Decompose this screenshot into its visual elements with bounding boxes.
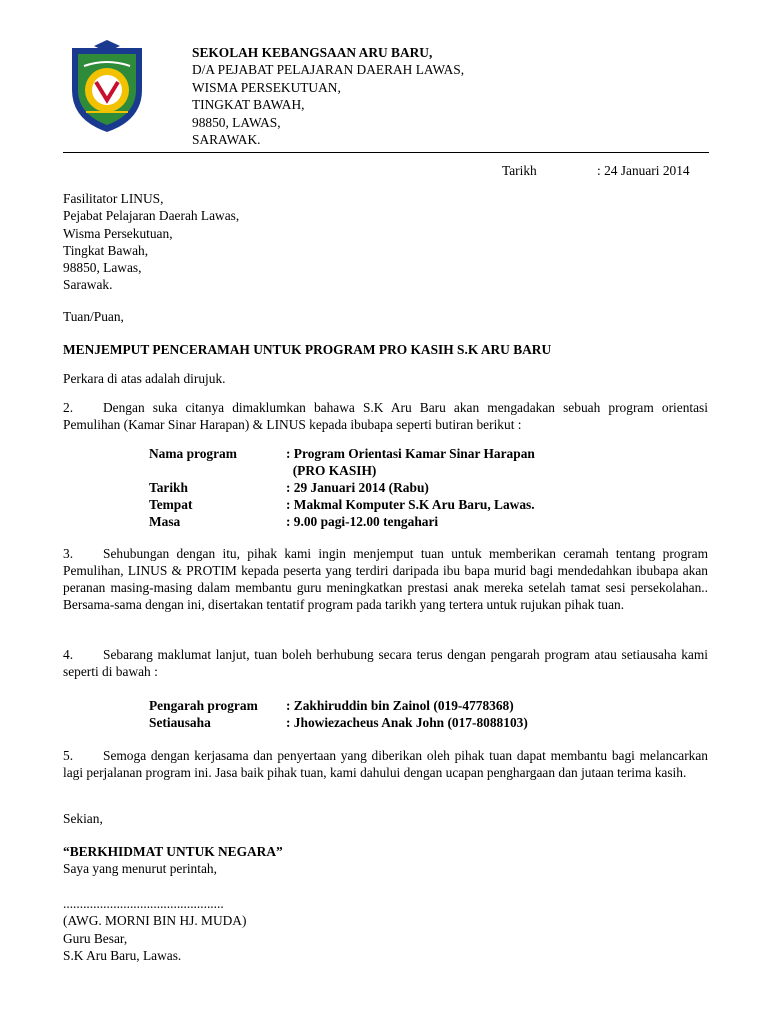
detail-value: : Makmal Komputer S.K Aru Baru, Lawas. <box>286 497 535 512</box>
detail-key: Tempat <box>149 497 193 512</box>
paragraph-number: 4. <box>63 647 74 662</box>
contact-details <box>149 697 528 731</box>
detail-value: : 29 Januari 2014 (Rabu) <box>286 480 429 495</box>
recipient-line: Wisma Persekutuan, <box>63 225 173 241</box>
recipient-line: Pejabat Pelajaran Daerah Lawas, <box>63 208 240 224</box>
paragraph-text: Dengan suka citanya dimaklumkan bahawa S.K Aru Baru akan mengadakan sebuah program orientasi Pemulihan (Kamar Sinar Harapan) & LINUS kepada ibubapa seperti butiran berikut : <box>63 400 708 432</box>
closing-sekian: Sekian, <box>63 811 103 826</box>
recipient-line: 98850, Lawas, <box>63 260 142 276</box>
paragraph-number: 5. <box>63 748 74 763</box>
paragraph-number: 2. <box>63 400 74 415</box>
date-row <box>502 162 710 179</box>
date-label: Tarikh <box>502 163 537 178</box>
paragraph-text: Semoga dengan kerjasama dan penyertaan yang diberikan oleh pihak tuan dapat membantu bagi melancarkan lagi perjalanan program ini. Jasa baik pihak tuan, kami dahului dengan ucapan penghargaan dan jutaan terima kasih. <box>63 748 708 780</box>
detail-row <box>149 496 535 513</box>
address-line: 98850, LAWAS, <box>192 114 281 130</box>
signatory-title: Guru Besar, <box>63 930 128 946</box>
paragraph-text: Sebarang maklumat lanjut, tuan boleh berhubung secara terus dengan pengarah program atau setiausaha kami seperti di bawah : <box>63 647 708 679</box>
salutation: Tuan/Puan, <box>63 309 124 324</box>
contact-key: Setiausaha <box>149 715 211 730</box>
subject-heading: MENJEMPUT PENCERAMAH UNTUK PROGRAM PRO KASIH S.K ARU BARU <box>63 342 552 357</box>
contact-value: : Zakhiruddin bin Zainol (019-4778368) <box>286 698 514 713</box>
contact-key: Pengarah program <box>149 698 258 713</box>
school-crest-icon <box>66 38 148 136</box>
contact-row <box>149 714 528 731</box>
paragraph-number: 3. <box>63 546 74 561</box>
paragraph-3 <box>63 545 708 613</box>
signatory-school: S.K Aru Baru, Lawas. <box>63 948 182 964</box>
detail-key: Tarikh <box>149 480 188 495</box>
paragraph-2 <box>63 399 708 433</box>
program-details <box>149 445 535 530</box>
address-line: TINGKAT BAWAH, <box>192 97 305 113</box>
detail-row <box>149 479 535 496</box>
letterhead <box>192 44 464 148</box>
detail-value: : 9.00 pagi-12.00 tengahari <box>286 514 439 529</box>
closing-line: Saya yang menurut perintah, <box>63 861 217 876</box>
reference-line: Perkara di atas adalah dirujuk. <box>63 371 226 386</box>
recipient-line: Tingkat Bawah, <box>63 242 149 258</box>
address-line: WISMA PERSEKUTUAN, <box>192 79 341 95</box>
signature-dots: ................................................ <box>63 896 224 911</box>
paragraph-text: Sehubungan dengan itu, pihak kami ingin menjemput tuan untuk memberikan ceramah tentang program Pemulihan, LINUS & PROTIM kepada peserta yang terdiri daripada ibu bapa murid bagi mendedahkan ibubapa akan peranan masing-masing dalam membantu guru meningkatkan prestasi anak mereka setelah tamat sesi persekolahan.. Bersama-sama dengan ini, disertakan tentatif program pada tarikh yang tertera untuk rujukan pihak tuan. <box>63 546 708 612</box>
school-name: SEKOLAH KEBANGSAAN ARU BARU, <box>192 45 433 60</box>
detail-row <box>149 513 535 530</box>
detail-row <box>149 462 535 479</box>
date-value: : 24 Januari 2014 <box>597 163 690 178</box>
signatory-name: (AWG. MORNI BIN HJ. MUDA) <box>63 913 247 929</box>
paragraph-5 <box>63 747 708 781</box>
paragraph-4 <box>63 646 708 680</box>
recipient-line: Fasilitator LINUS, <box>63 191 164 206</box>
recipient-line: Sarawak. <box>63 277 113 293</box>
address-line: D/A PEJABAT PELAJARAN DAERAH LAWAS, <box>192 62 465 78</box>
detail-key <box>149 462 286 479</box>
recipient-address <box>63 190 239 294</box>
detail-key: Masa <box>149 514 181 529</box>
signature-block <box>63 895 246 965</box>
detail-value: : Program Orientasi Kamar Sinar Harapan <box>286 446 535 461</box>
detail-row <box>149 445 535 462</box>
detail-value: (PRO KASIH) <box>286 463 377 478</box>
detail-key: Nama program <box>149 446 237 461</box>
contact-row <box>149 697 528 714</box>
header-divider <box>63 152 709 153</box>
motto: “BERKHIDMAT UNTUK NEGARA” <box>63 844 283 859</box>
contact-value: : Jhowiezacheus Anak John (017-8088103) <box>286 715 528 730</box>
address-line: SARAWAK. <box>192 132 261 148</box>
